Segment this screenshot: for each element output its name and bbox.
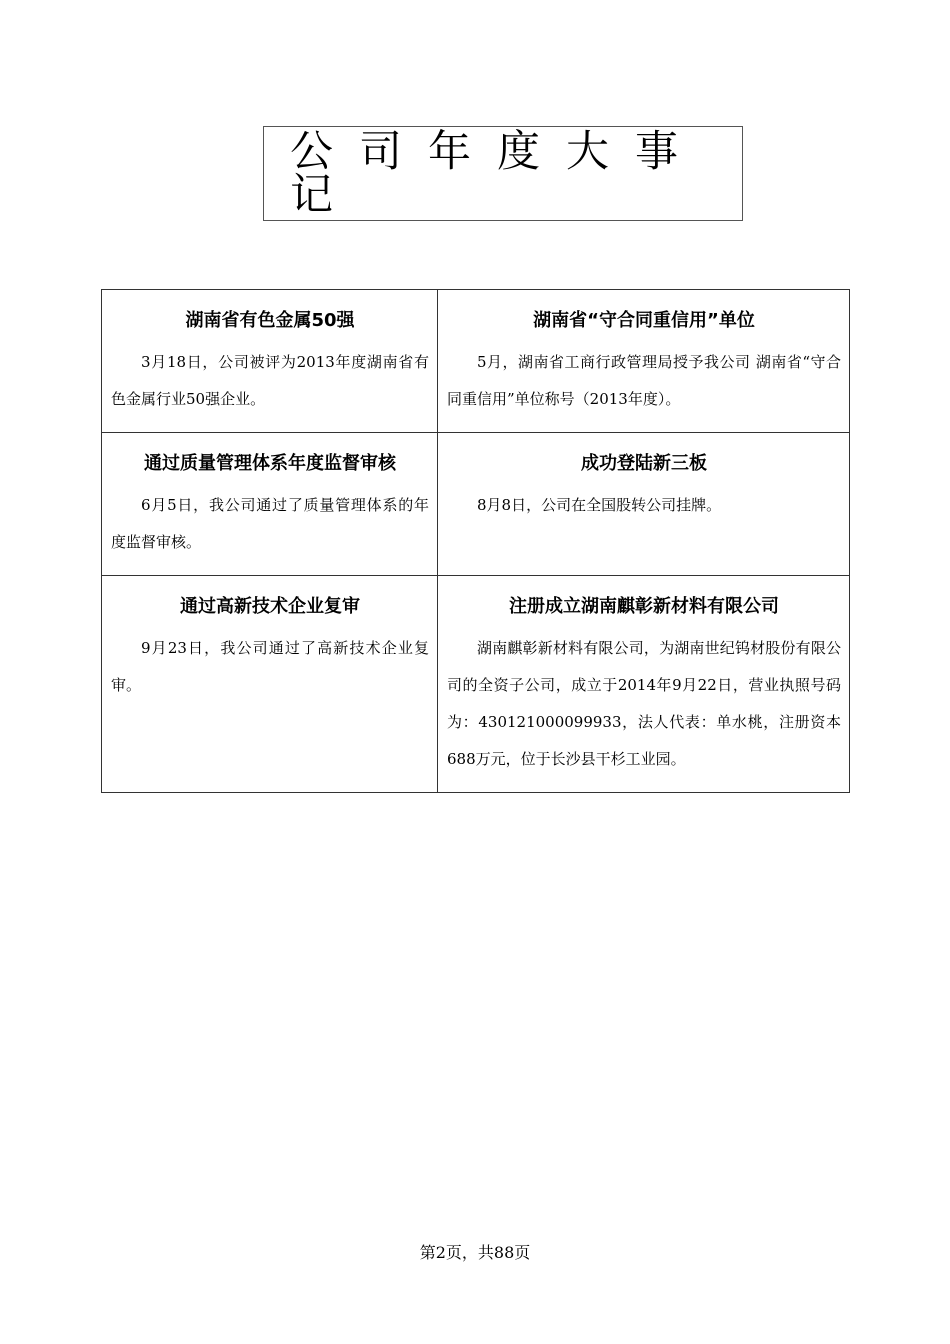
event-cell xyxy=(102,290,438,433)
table-row xyxy=(102,433,850,576)
event-cell xyxy=(102,576,438,793)
event-body: 6月5日，我公司通过了质量管理体系的年度监督审核。 xyxy=(111,496,429,551)
event-cell xyxy=(438,576,850,793)
event-cell xyxy=(102,433,438,576)
event-body: 9月23日，我公司通过了高新技术企业复审。 xyxy=(111,639,429,694)
document-title: 公司年度大事记 xyxy=(290,126,704,220)
events-table xyxy=(101,289,850,793)
event-body: 5月，湖南省工商行政管理局授予我公司 湖南省“守合同重信用”单位称号（2013年度）。 xyxy=(447,353,841,408)
event-title: 成功登陆新三板 xyxy=(581,453,707,474)
event-title: 通过高新技术企业复审 xyxy=(180,596,360,617)
table-row xyxy=(102,576,850,793)
event-title: 湖南省有色金属50强 xyxy=(185,310,355,331)
document-title-box xyxy=(263,126,743,221)
event-cell xyxy=(438,290,850,433)
event-body: 湖南麒彰新材料有限公司，为湖南世纪钨材股份有限公司的全资子公司，成立于2014年9月22日，营业执照号码为：430121000099933，法人代表：单水桃，注册资本688万元，位于长沙县干杉工业园。 xyxy=(447,639,841,768)
event-title: 注册成立湖南麒彰新材料有限公司 xyxy=(509,596,779,617)
event-body: 8月8日，公司在全国股转公司挂牌。 xyxy=(477,496,722,514)
page-footer: 第2页，共88页 xyxy=(419,1243,531,1262)
event-title: 通过质量管理体系年度监督审核 xyxy=(144,453,396,474)
event-body: 3月18日，公司被评为2013年度湖南省有色金属行业50强企业。 xyxy=(111,353,429,408)
table-row xyxy=(102,290,850,433)
event-cell xyxy=(438,433,850,576)
event-title: 湖南省“守合同重信用”单位 xyxy=(533,310,755,331)
